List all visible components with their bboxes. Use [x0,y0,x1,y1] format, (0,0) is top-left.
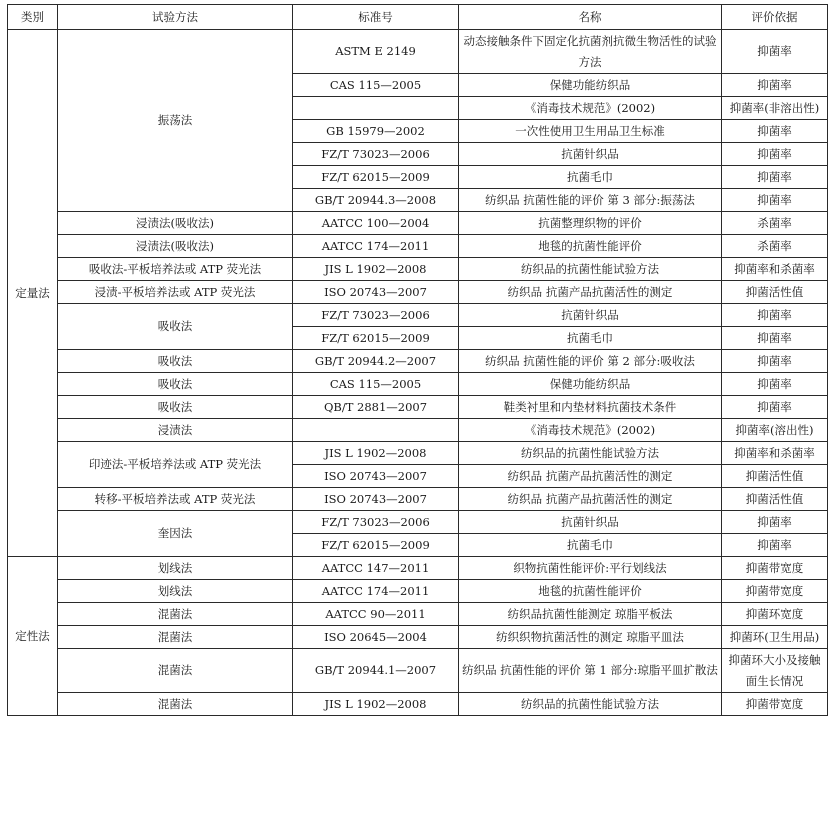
name-cell: 一次性使用卫生用品卫生标准 [459,120,722,143]
standard-cell: ISO 20743—2007 [293,465,459,488]
evaluation-cell: 抑菌率(溶出性) [722,419,828,442]
standard-cell: AATCC 174—2011 [293,580,459,603]
method-cell: 划线法 [58,580,293,603]
standard-cell: GB/T 20944.1—2007 [293,649,459,693]
name-cell: 抗菌毛巾 [459,166,722,189]
table-row [8,304,828,327]
table-row [8,626,828,649]
evaluation-cell: 抑菌环宽度 [722,603,828,626]
evaluation-cell: 抑菌率(非溶出性) [722,97,828,120]
method-cell: 浸渍法(吸收法) [58,212,293,235]
table-header [8,5,828,30]
header-name: 名称 [459,5,722,30]
standard-cell: ISO 20743—2007 [293,488,459,511]
method-cell: 混菌法 [58,603,293,626]
header-standard: 标准号 [293,5,459,30]
evaluation-cell: 抑菌率 [722,166,828,189]
table-row [8,649,828,693]
standards-table [7,4,828,716]
standard-cell: ASTM E 2149 [293,30,459,74]
evaluation-cell: 抑菌率 [722,396,828,419]
table-row [8,511,828,534]
category-quantitative: 定量法 [8,30,58,557]
evaluation-cell: 抑菌环大小及接触面生长情况 [722,649,828,693]
evaluation-cell: 抑菌率 [722,189,828,212]
evaluation-cell: 杀菌率 [722,212,828,235]
table-row [8,350,828,373]
name-cell: 纺织织物抗菌活性的测定 琼脂平皿法 [459,626,722,649]
table-row [8,419,828,442]
header-category: 类別 [8,5,58,30]
name-cell: 纺织品 抗菌产品抗菌活性的测定 [459,465,722,488]
evaluation-cell: 杀菌率 [722,235,828,258]
standard-cell: CAS 115—2005 [293,373,459,396]
standard-cell: AATCC 147—2011 [293,557,459,580]
standard-cell: QB/T 2881—2007 [293,396,459,419]
standard-cell: ISO 20645—2004 [293,626,459,649]
name-cell: 织物抗菌性能评价:平行划线法 [459,557,722,580]
evaluation-cell: 抑菌率 [722,350,828,373]
method-cell: 吸收法-平板培养法或 ATP 荧光法 [58,258,293,281]
method-cell: 吸收法 [58,373,293,396]
evaluation-cell: 抑菌活性值 [722,488,828,511]
standard-cell: ISO 20743—2007 [293,281,459,304]
method-cell: 浸渍法 [58,419,293,442]
name-cell: 抗菌整理织物的评价 [459,212,722,235]
method-cell: 混菌法 [58,649,293,693]
name-cell: 纺织品抗菌性能测定 琼脂平板法 [459,603,722,626]
table-row [8,281,828,304]
evaluation-cell: 抑菌率 [722,30,828,74]
table-row [8,30,828,74]
table-row [8,488,828,511]
method-cell: 印迹法-平板培养法或 ATP 荧光法 [58,442,293,488]
name-cell: 纺织品 抗菌产品抗菌活性的测定 [459,488,722,511]
name-cell: 纺织品 抗菌产品抗菌活性的测定 [459,281,722,304]
name-cell: 纺织品的抗菌性能试验方法 [459,258,722,281]
standard-cell: GB/T 20944.2—2007 [293,350,459,373]
name-cell: 纺织品 抗菌性能的评价 第 1 部分:琼脂平皿扩散法 [459,649,722,693]
name-cell: 纺织品的抗菌性能试验方法 [459,693,722,716]
standard-cell: JIS L 1902—2008 [293,693,459,716]
evaluation-cell: 抑菌带宽度 [722,580,828,603]
standard-cell: AATCC 100—2004 [293,212,459,235]
evaluation-cell: 抑菌环(卫生用品) [722,626,828,649]
method-cell: 划线法 [58,557,293,580]
standard-cell: FZ/T 73023—2006 [293,511,459,534]
table-row [8,442,828,465]
header-row [8,5,828,30]
method-cell: 吸收法 [58,304,293,350]
standard-cell: FZ/T 73023—2006 [293,143,459,166]
method-cell: 奎因法 [58,511,293,557]
evaluation-cell: 抑菌率 [722,143,828,166]
evaluation-cell: 抑菌率 [722,511,828,534]
method-cell: 浸渍-平板培养法或 ATP 荧光法 [58,281,293,304]
method-cell: 混菌法 [58,693,293,716]
standard-cell: JIS L 1902—2008 [293,442,459,465]
method-cell: 振荡法 [58,30,293,212]
standard-cell: FZ/T 62015—2009 [293,166,459,189]
name-cell: 保健功能纺织品 [459,74,722,97]
table-row [8,258,828,281]
standard-cell: GB/T 20944.3—2008 [293,189,459,212]
name-cell: 抗菌针织品 [459,511,722,534]
method-cell: 浸渍法(吸收法) [58,235,293,258]
header-method: 试验方法 [58,5,293,30]
table-row [8,396,828,419]
name-cell: 《消毒技术规范》(2002) [459,97,722,120]
method-cell: 转移-平板培养法或 ATP 荧光法 [58,488,293,511]
name-cell: 抗菌针织品 [459,304,722,327]
category-qualitative: 定性法 [8,557,58,716]
evaluation-cell: 抑菌率和杀菌率 [722,258,828,281]
standard-cell: AATCC 174—2011 [293,235,459,258]
evaluation-cell: 抑菌活性值 [722,465,828,488]
standard-cell: AATCC 90—2011 [293,603,459,626]
name-cell: 《消毒技术规范》(2002) [459,419,722,442]
name-cell: 地毯的抗菌性能评价 [459,235,722,258]
table-row [8,603,828,626]
standard-cell [293,97,459,120]
name-cell: 地毯的抗菌性能评价 [459,580,722,603]
evaluation-cell: 抑菌率 [722,327,828,350]
standard-cell [293,419,459,442]
method-cell: 混菌法 [58,626,293,649]
name-cell: 纺织品 抗菌性能的评价 第 2 部分:吸收法 [459,350,722,373]
evaluation-cell: 抑菌率 [722,120,828,143]
name-cell: 抗菌毛巾 [459,327,722,350]
name-cell: 纺织品 抗菌性能的评价 第 3 部分:振荡法 [459,189,722,212]
table-row [8,693,828,716]
table-row [8,212,828,235]
standard-cell: JIS L 1902—2008 [293,258,459,281]
evaluation-cell: 抑菌带宽度 [722,693,828,716]
evaluation-cell: 抑菌率 [722,534,828,557]
method-cell: 吸收法 [58,350,293,373]
standard-cell: CAS 115—2005 [293,74,459,97]
evaluation-cell: 抑菌带宽度 [722,557,828,580]
table-row [8,580,828,603]
evaluation-cell: 抑菌率 [722,373,828,396]
standard-cell: GB 15979—2002 [293,120,459,143]
table-row [8,557,828,580]
table-row [8,235,828,258]
table-row [8,373,828,396]
name-cell: 抗菌毛巾 [459,534,722,557]
standard-cell: FZ/T 73023—2006 [293,304,459,327]
evaluation-cell: 抑菌率和杀菌率 [722,442,828,465]
name-cell: 抗菌针织品 [459,143,722,166]
standard-cell: FZ/T 62015—2009 [293,327,459,350]
evaluation-cell: 抑菌率 [722,304,828,327]
table-body [8,30,828,716]
header-evaluation: 评价依据 [722,5,828,30]
name-cell: 保健功能纺织品 [459,373,722,396]
name-cell: 鞋类衬里和内垫材料抗菌技术条件 [459,396,722,419]
name-cell: 纺织品的抗菌性能试验方法 [459,442,722,465]
name-cell: 动态接触条件下固定化抗菌剂抗微生物活性的试验方法 [459,30,722,74]
standard-cell: FZ/T 62015—2009 [293,534,459,557]
method-cell: 吸收法 [58,396,293,419]
evaluation-cell: 抑菌活性值 [722,281,828,304]
evaluation-cell: 抑菌率 [722,74,828,97]
